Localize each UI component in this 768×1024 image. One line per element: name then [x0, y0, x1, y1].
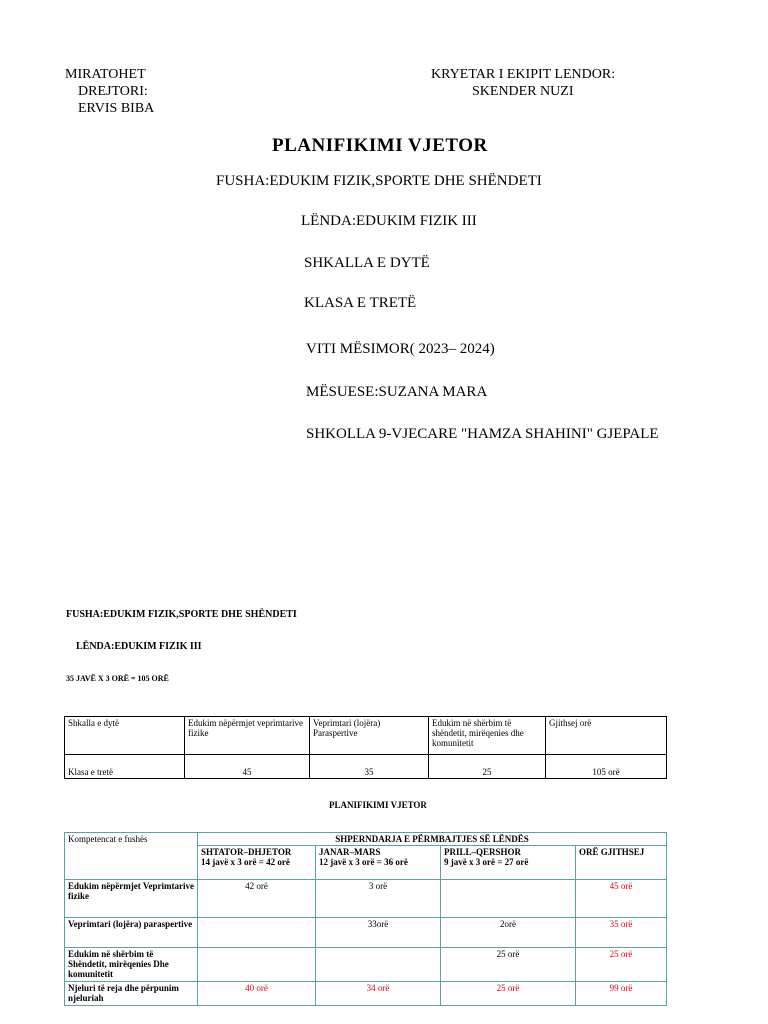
page-title: PLANIFIKIMI VJETOR: [272, 135, 488, 156]
period-cell: [576, 846, 667, 880]
approval-line-2: DREJTORI:: [78, 84, 148, 99]
section-lenda: LËNDA:EDUKIM FIZIK III: [76, 641, 202, 652]
row-label: Klasa e tretë: [65, 755, 185, 779]
hours-summary-table: [64, 716, 667, 779]
approval-line-3: ERVIS BIBA: [78, 101, 155, 116]
info-lenda: LËNDA:EDUKIM FIZIK III: [301, 213, 477, 229]
row-value: 25: [429, 755, 546, 779]
row-value: 25 orë: [441, 982, 576, 1006]
period-cell: [316, 846, 441, 880]
row-value: [441, 880, 576, 918]
row-value: 45: [185, 755, 310, 779]
header-cell: Veprimtari (lojëra) Paraspertive: [310, 717, 429, 755]
period-name: ORË GJITHSEJ: [579, 847, 645, 857]
row-label: Edukim në shërbim të Shëndetit, mirëqenies Dhe komunitetit: [65, 948, 198, 982]
section-hours: 35 JAVË X 3 ORË = 105 ORË: [66, 674, 169, 683]
period-name: JANAR–MARS: [319, 847, 381, 857]
row-value: 42 orë: [198, 880, 316, 918]
header-cell: Shkalla e dytë: [65, 717, 185, 755]
row-value: [198, 918, 316, 948]
period-cell: [198, 846, 316, 880]
table-row: [65, 880, 667, 918]
info-viti: VITI MËSIMOR( 2023– 2024): [306, 341, 495, 357]
header-cell: Edukim në shërbim të shëndetit, mirëqenies dhe komunitetit: [429, 717, 546, 755]
period-detail: 9 javë x 3 orë = 27 orë: [444, 857, 529, 867]
row-value: 35: [310, 755, 429, 779]
team-lead-title: KRYETAR I EKIPIT LENDOR:: [431, 67, 616, 82]
row-total: 105 orë: [546, 755, 667, 779]
approval-line-1: MIRATOHET: [65, 67, 146, 82]
header-cell: Edukim nëpërmjet veprimtarive fizike: [185, 717, 310, 755]
period-name: SHTATOR–DHJETOR: [201, 847, 292, 857]
row-value: 40 orë: [198, 982, 316, 1006]
content-distribution-table: [64, 832, 667, 1006]
info-mesuese: MËSUESE:SUZANA MARA: [306, 384, 488, 400]
period-name: PRILL–QERSHOR: [444, 847, 522, 857]
info-klasa: KLASA E TRETË: [304, 295, 417, 311]
table-header-row: [65, 717, 667, 755]
section-fusha: FUSHA:EDUKIM FIZIK,SPORTE DHE SHËNDETI: [66, 609, 297, 620]
table-header-row: [65, 833, 667, 846]
row-total: 45 orë: [576, 880, 667, 918]
row-label: Edukim nëpërmjet Veprimtarive fizike: [65, 880, 198, 918]
team-lead-block: [431, 66, 615, 100]
row-total: 35 orë: [576, 918, 667, 948]
row-label: Njeluri të reja dhe përpunim njeluriah: [65, 982, 198, 1006]
row-value: [316, 948, 441, 982]
approval-block: [65, 66, 154, 117]
row-value: 3 orë: [316, 880, 441, 918]
row-total: 99 orë: [576, 982, 667, 1006]
table-row: [65, 755, 667, 779]
plan-title: PLANIFIKIMI VJETOR: [329, 800, 427, 810]
row-value: 2orë: [441, 918, 576, 948]
table-row: [65, 948, 667, 982]
group-header: SHPERNDARJA E PËRMBAJTJES SË LËNDËS: [198, 833, 667, 846]
row-value: 25 orë: [441, 948, 576, 982]
period-cell: [441, 846, 576, 880]
header-cell: Gjithsej orë: [546, 717, 667, 755]
row-value: 33orë: [316, 918, 441, 948]
info-fusha: FUSHA:EDUKIM FIZIK,SPORTE DHE SHËNDETI: [216, 173, 542, 189]
info-shkalla: SHKALLA E DYTË: [304, 255, 430, 271]
corner-cell: Kompetencat e fushës: [65, 833, 198, 880]
row-value: [198, 948, 316, 982]
row-label: Veprimtari (lojëra) paraspertive: [65, 918, 198, 948]
table-row: [65, 982, 667, 1006]
row-total: 25 orë: [576, 948, 667, 982]
table-row: [65, 918, 667, 948]
row-value: 34 orë: [316, 982, 441, 1006]
period-detail: 14 javë x 3 orë = 42 orë: [201, 857, 290, 867]
info-shkolla: SHKOLLA 9-VJECARE "HAMZA SHAHINI" GJEPALE: [306, 426, 659, 442]
period-detail: 12 javë x 3 orë = 36 orë: [319, 857, 408, 867]
team-lead-name: SKENDER NUZI: [472, 84, 574, 99]
